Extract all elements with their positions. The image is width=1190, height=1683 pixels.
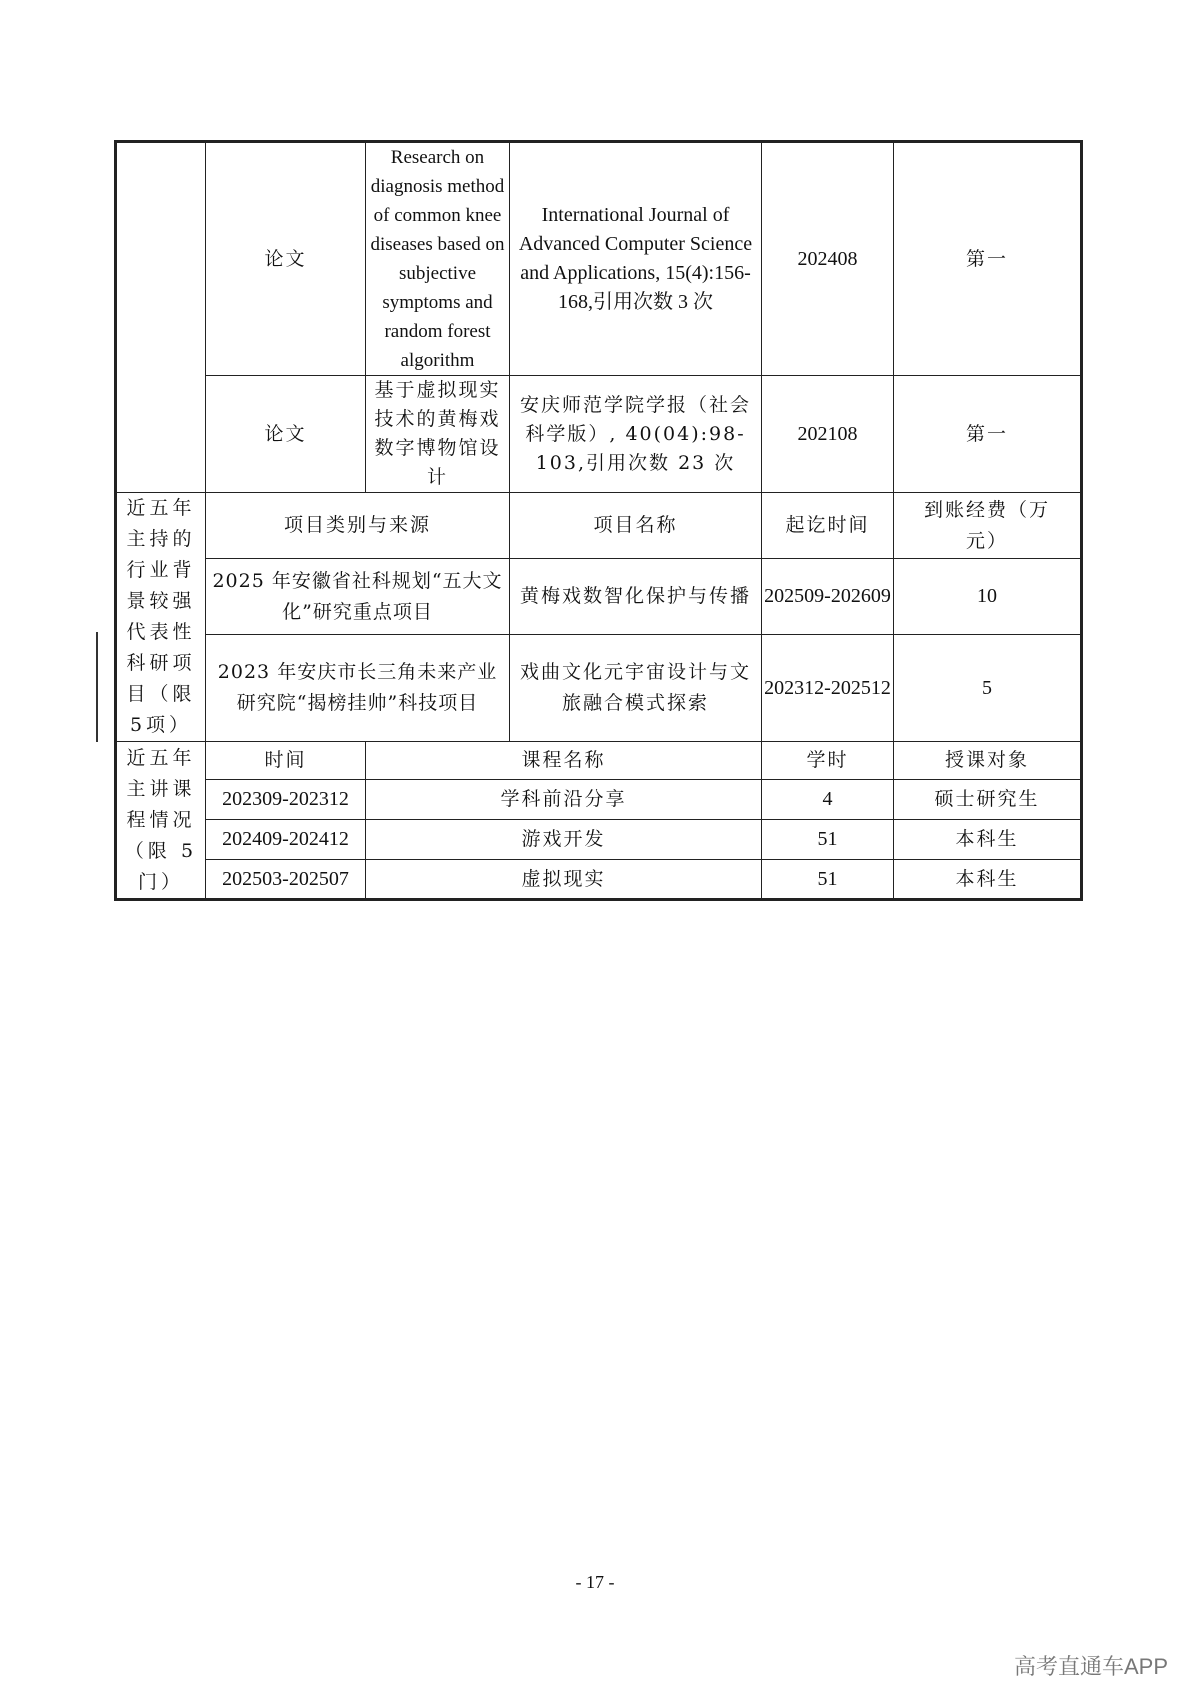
course-row	[116, 820, 1082, 860]
course-time: 202409-202412	[206, 820, 366, 860]
course-name: 游戏开发	[366, 820, 762, 860]
projects-header-row	[116, 493, 1082, 559]
col-header-hours: 学时	[762, 742, 894, 780]
info-table	[114, 140, 1083, 901]
col-header-period: 起讫时间	[762, 493, 894, 559]
course-row	[116, 780, 1082, 820]
col-header-source: 项目类别与来源	[206, 493, 510, 559]
col-header-funding: 到账经费（万元）	[894, 493, 1082, 559]
course-name: 虚拟现实	[366, 860, 762, 900]
course-hours: 51	[762, 860, 894, 900]
section-label-courses: 近五年主讲课程情况（限 5 门）	[116, 742, 206, 900]
paper-type: 论文	[206, 376, 366, 493]
paper-rank: 第一	[894, 376, 1082, 493]
paper-title: 基于虚拟现实技术的黄梅戏数字博物馆设计	[366, 376, 510, 493]
col-header-audience: 授课对象	[894, 742, 1082, 780]
project-funding: 10	[894, 559, 1082, 635]
paper-rank: 第一	[894, 142, 1082, 376]
margin-bar	[96, 632, 98, 742]
course-row	[116, 860, 1082, 900]
project-period: 202312-202512	[762, 635, 894, 742]
courses-header-row	[116, 742, 1082, 780]
project-source: 2023 年安庆市长三角未来产业研究院“揭榜挂帅”科技项目	[206, 635, 510, 742]
course-audience: 本科生	[894, 860, 1082, 900]
col-header-time: 时间	[206, 742, 366, 780]
course-audience: 本科生	[894, 820, 1082, 860]
course-hours: 51	[762, 820, 894, 860]
paper-date: 202108	[762, 376, 894, 493]
course-time: 202503-202507	[206, 860, 366, 900]
paper-journal: 安庆师范学院学报（社会科学版）, 40(04):98-103,引用次数 23 次	[510, 376, 762, 493]
project-row	[116, 635, 1082, 742]
section-label-projects: 近五年主持的行业背景较强代表性科研项目（限5项）	[116, 493, 206, 742]
paper-row	[116, 142, 1082, 376]
course-time: 202309-202312	[206, 780, 366, 820]
project-row	[116, 559, 1082, 635]
paper-title: Research on diagnosis method of common knee diseases based on subjective symptoms and random forest algorithm	[366, 142, 510, 376]
col-header-course-name: 课程名称	[366, 742, 762, 780]
paper-type: 论文	[206, 142, 366, 376]
section-label-papers	[116, 142, 206, 493]
project-name: 戏曲文化元宇宙设计与文旅融合模式探索	[510, 635, 762, 742]
paper-journal: International Journal of Advanced Computer Science and Applications, 15(4):156-168,引用次数 3 次	[510, 142, 762, 376]
project-name: 黄梅戏数智化保护与传播	[510, 559, 762, 635]
watermark: 高考直通车APP	[1013, 1654, 1168, 1679]
course-hours: 4	[762, 780, 894, 820]
project-period: 202509-202609	[762, 559, 894, 635]
course-name: 学科前沿分享	[366, 780, 762, 820]
course-audience: 硕士研究生	[894, 780, 1082, 820]
page-number: - 17 -	[575, 1572, 615, 1592]
project-funding: 5	[894, 635, 1082, 742]
paper-date: 202408	[762, 142, 894, 376]
col-header-project-name: 项目名称	[510, 493, 762, 559]
project-source: 2025 年安徽省社科规划“五大文化”研究重点项目	[206, 559, 510, 635]
paper-row	[116, 376, 1082, 493]
